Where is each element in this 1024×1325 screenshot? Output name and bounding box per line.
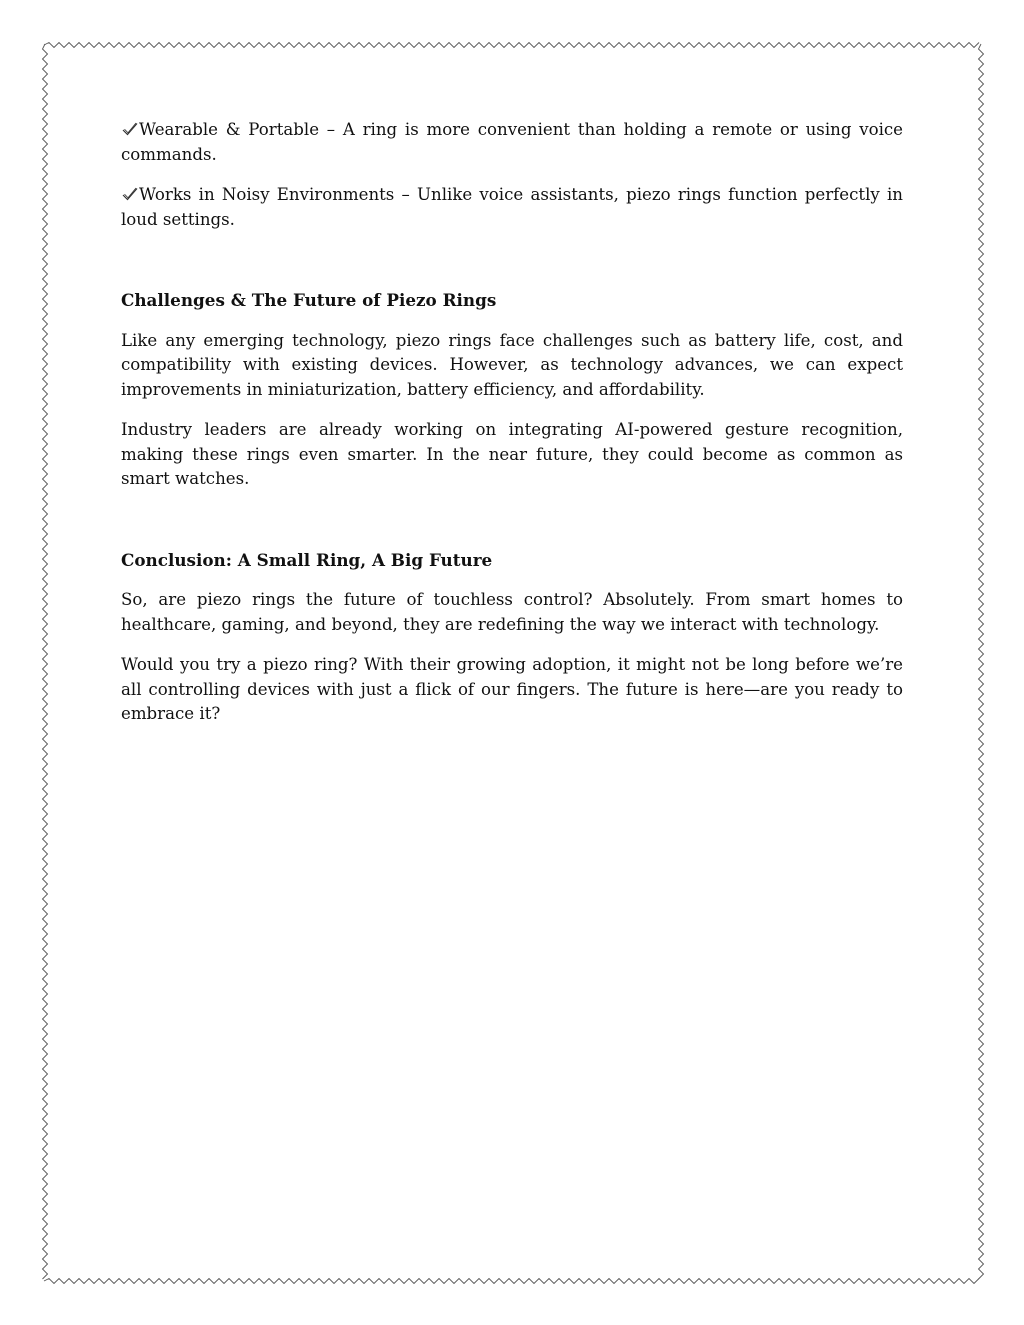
border-top <box>44 43 979 48</box>
border-right <box>979 44 984 1279</box>
section-spacer <box>121 248 903 288</box>
paragraph-challenges-1: Like any emerging technology, piezo rings face challenges such as battery life, cost, and compatibility with existing devices. However, as technology advances, we can expect improvements in miniaturization, battery efficiency, and affordability. <box>121 330 903 399</box>
check-icon <box>121 121 139 137</box>
section-spacer <box>121 508 903 548</box>
paragraph-conclusion-1: So, are piezo rings the future of touchless control? Absolutely. From smart homes to healthcare, gaming, and beyond, they are redefining the way we interact with technology. <box>121 590 903 634</box>
bullet-noisy-environments <box>121 183 903 232</box>
section-heading-challenges: Challenges & The Future of Piezo Rings <box>121 290 497 310</box>
paragraph-challenges-2: Industry leaders are already working on integrating AI-powered gesture recognition, making these rings even smarter. In the near future, they could become as common as smart watches. <box>121 420 903 488</box>
document-body <box>121 118 903 743</box>
bullet-text: Wearable & Portable – A ring is more convenient than holding a remote or using voice commands. <box>121 120 903 164</box>
paragraph-conclusion-2: Would you try a piezo ring? With their growing adoption, it might not be long before we’re all controlling devices with just a flick of our fingers. The future is here—are you ready to embrace it? <box>121 655 903 723</box>
bullet-text: Works in Noisy Environments – Unlike voice assistants, piezo rings function perfectly in loud settings. <box>121 185 903 229</box>
border-left <box>43 44 48 1279</box>
border-bottom <box>44 1279 979 1284</box>
bullet-wearable-portable <box>121 118 903 167</box>
section-heading-conclusion: Conclusion: A Small Ring, A Big Future <box>121 549 493 570</box>
check-icon <box>121 186 139 202</box>
